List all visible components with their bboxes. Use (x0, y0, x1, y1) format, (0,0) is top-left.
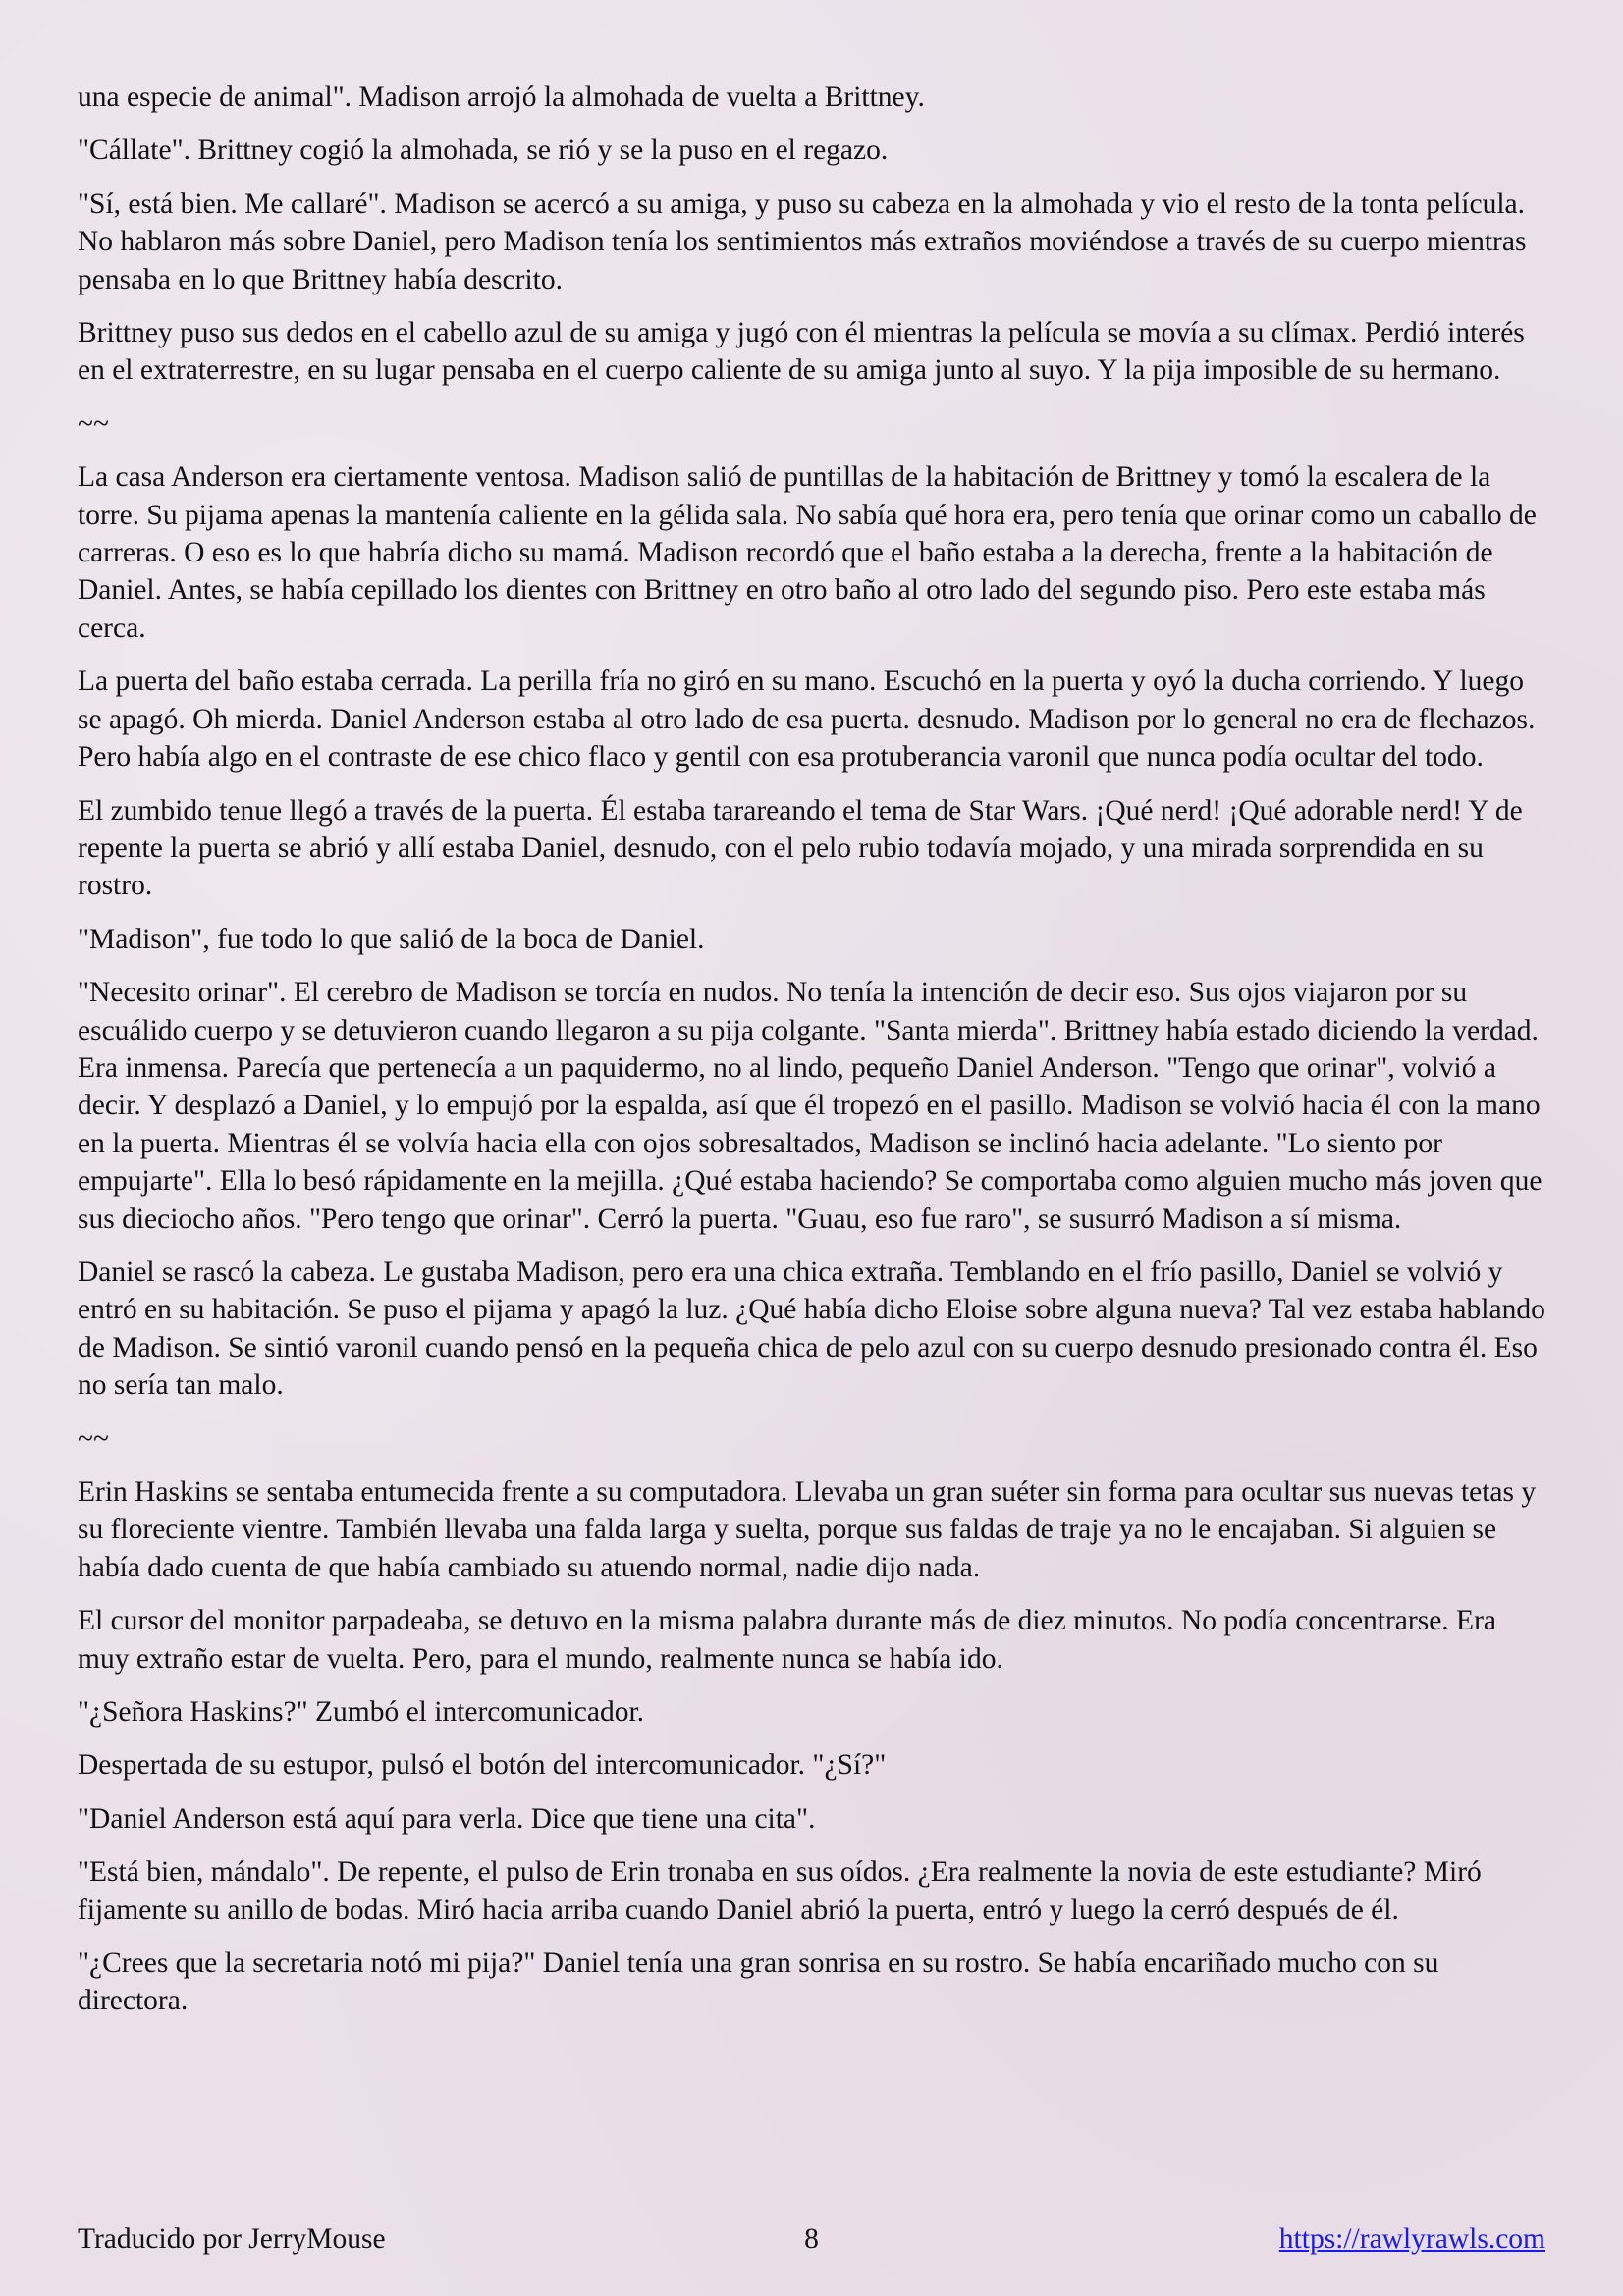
paragraph: "¿Señora Haskins?" Zumbó el intercomunicador. (78, 1696, 645, 1729)
translator-credit: Traducido por JerryMouse (78, 2223, 386, 2255)
paragraph: "Madison", fue todo lo que salió de la boca de Daniel. (78, 923, 705, 955)
paragraph: Daniel se rascó la cabeza. Le gustaba Madison, pero era una chica extraña. Temblando en el frío pasillo, Daniel se volvió y entró en su habitación. Se puso el pijama y apagó la luz. ¿Qué había dicho Eloise sobre alguna nueva? Tal vez estaba hablando de Madison. Se sintió varonil cuando pensó en la pequeña chica de pelo azul con su cuerpo desnudo presionado contra él. Eso no sería tan malo. (78, 1255, 1545, 1402)
paragraph: La casa Anderson era ciertamente ventosa. Madison salió de puntillas de la habitación de Brittney y tomó la escalera de la torre. Su pijama apenas la mantenía caliente en la gélida sala. No sabía qué hora era, pero tenía que orinar como un caballo de carreras. O eso es lo que habría dicho su mamá. Madison recordó que el baño estaba a la derecha, frente a la habitación de Daniel. Antes, se había cepillado los dientes con Brittney en otro baño al otro lado del segundo piso. Pero este estaba más cerca. (78, 461, 1537, 644)
scene-separator: ~~ (78, 407, 109, 440)
paragraph: "Sí, está bien. Me callaré". Madison se acercó a su amiga, y puso su cabeza en la almohada y vio el resto de la tonta película. No hablaron más sobre Daniel, pero Madison tenía los sentimientos más extraños moviéndose a través de su cuerpo mientras pensaba en lo que Brittney había descrito. (78, 187, 1527, 295)
paragraph: una especie de animal". Madison arrojó la almohada de vuelta a Brittney. (78, 81, 925, 113)
website-link[interactable]: https://rawlyrawls.com (1278, 2223, 1545, 2255)
paragraph: "Cállate". Brittney cogió la almohada, se rió y se la puso en el regazo. (78, 134, 889, 167)
page-footer (78, 2220, 1545, 2260)
paragraph: Despertada de su estupor, pulsó el botón del intercomunicador. "¿Sí?" (78, 1749, 887, 1782)
scene-separator: ~~ (78, 1422, 109, 1455)
paragraph: Erin Haskins se sentaba entumecida frente a su computadora. Llevaba un gran suéter sin forma para ocultar sus nuevas tetas y su floreciente vientre. También llevaba una falda larga y suelta, porque sus faldas de traje ya no le encajaban. Si alguien se había dado cuenta de que había cambiado su atuendo normal, nadie dijo nada. (78, 1476, 1537, 1583)
page-number: 8 (804, 2223, 819, 2255)
paragraph: Brittney puso sus dedos en el cabello azul de su amiga y jugó con él mientras la película se movía a su clímax. Perdió interés en el extraterrestre, en su lugar pensaba en el cuerpo caliente de su amiga junto al suyo. Y la pija imposible de su hermano. (78, 317, 1525, 387)
document-body (78, 79, 1550, 2036)
paragraph: "Está bien, mándalo". De repente, el pulso de Erin tronaba en sus oídos. ¿Era realmente la novia de este estudiante? Miró fijamente su anillo de bodas. Miró hacia arriba cuando Daniel abrió la puerta, entró y luego la cerró después de él. (78, 1856, 1482, 1926)
paragraph: "Daniel Anderson está aquí para verla. Dice que tiene una cita". (78, 1802, 816, 1835)
paragraph: El zumbido tenue llegó a través de la puerta. Él estaba tarareando el tema de Star Wars. ¡Qué nerd! ¡Qué adorable nerd! Y de repente la puerta se abrió y allí estaba Daniel, desnudo, con el pelo rubio todavía mojado, y una mirada sorprendida en su rostro. (78, 794, 1523, 902)
paragraph: La puerta del baño estaba cerrada. La perilla fría no giró en su mano. Escuchó en la puerta y oyó la ducha corriendo. Y luego se apagó. Oh mierda. Daniel Anderson estaba al otro lado de esa puerta. desnudo. Madison por lo general no era de flechazos. Pero había algo en el contraste de ese chico flaco y gentil con esa protuberancia varonil que nunca podía ocultar del todo. (78, 666, 1536, 774)
paragraph: El cursor del monitor parpadeaba, se detuvo en la misma palabra durante más de diez minutos. No podía concentrarse. Era muy extraño estar de vuelta. Pero, para el mundo, realmente nunca se había ido. (78, 1605, 1496, 1675)
paragraph: "Necesito orinar". El cerebro de Madison se torcía en nudos. No tenía la intención de decir eso. Sus ojos viajaron por su escuálido cuerpo y se detuvieron cuando llegaron a su pija colgante. "Santa mierda". Brittney había estado diciendo la verdad. Era inmensa. Parecía que pertenecía a un paquidermo, no al lindo, pequeño Daniel Anderson. "Tengo que orinar", volvió a decir. Y desplazó a Daniel, y lo empujó por la espalda, así que él tropezó en el pasillo. Madison se volvió hacia él con la mano en la puerta. Mientras él se volvía hacia ella con ojos sobresaltados, Madison se inclinó hacia adelante. "Lo siento por empujarte". Ella lo besó rápidamente en la mejilla. ¿Qué estaba haciendo? Se comportaba como alguien mucho más joven que sus dieciocho años. "Pero tengo que orinar". Cerró la puerta. "Guau, eso fue raro", se susurró Madison a sí misma. (78, 977, 1542, 1235)
paragraph: "¿Crees que la secretaria notó mi pija?" Daniel tenía una gran sonrisa en su rostro. Se había encariñado mucho con su directora. (78, 1948, 1439, 2017)
